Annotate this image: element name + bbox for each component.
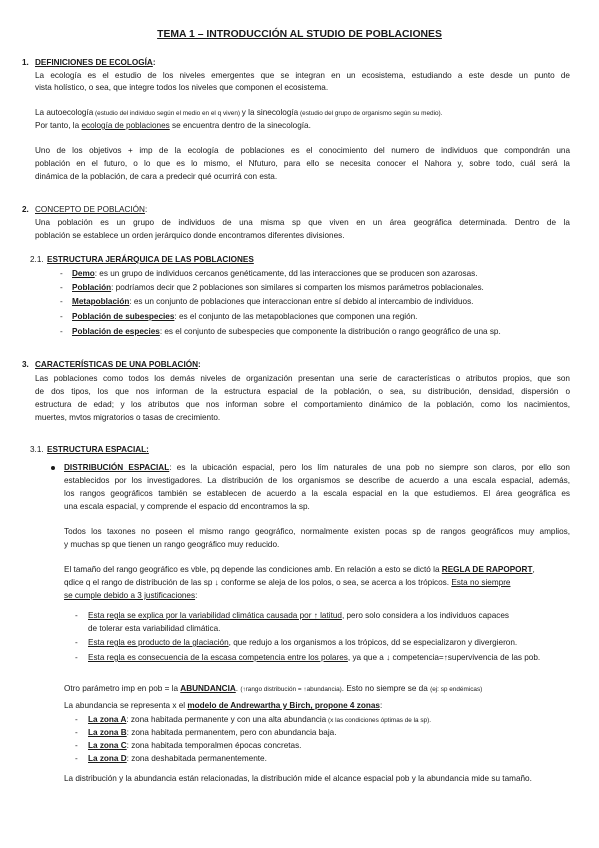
final-paragraph: La distribución y la abundancia están relacionadas, la distribución mide el alcance espacial pob y la abundancia mide su tamaño. bbox=[64, 774, 532, 783]
justification-3-underlined: Esta regla es consecuencia de la escasa competencia entre los polares bbox=[88, 653, 348, 662]
s2-paragraph-1-line-1: Una población es un grupo de individuos de una misma sp que viven en un área geográfica determinada. Dentro de la bbox=[35, 218, 570, 227]
justification-1-line-1 bbox=[88, 610, 509, 621]
model-name: modelo de Andrewartha y Birch, propone 4 zonas bbox=[187, 701, 380, 710]
list-dash: - bbox=[75, 741, 78, 750]
list-dash: - bbox=[60, 297, 63, 306]
list-dash: - bbox=[75, 638, 78, 647]
zone-term: La zona D bbox=[88, 754, 127, 763]
section-3-number: 3. bbox=[22, 360, 29, 369]
s1-autoecology-line bbox=[35, 107, 442, 119]
list-dash: - bbox=[60, 327, 63, 336]
s3-paragraph-1-line-3: estructura de edad; y los atributos que nos informan sobre el comportamiento dinámico de la población, como los nacimientos, bbox=[35, 400, 570, 409]
s2-paragraph-1-line-2: población se establece un orden jerárquico donde encontramos diferentes divisiones. bbox=[35, 231, 345, 240]
taxa-line-2: y muchas sp que tienen un rango geográfico muy reducido. bbox=[64, 540, 280, 549]
hierarchy-term: Metapoblación bbox=[72, 297, 130, 306]
size-line-1-text: El tamaño del rango geográfico es vble, pq depende las condiciones amb. En relación a esto se dictó la bbox=[64, 565, 442, 574]
hierarchy-term: Demo bbox=[72, 269, 95, 278]
s1-p3-start: Por tanto, la bbox=[35, 121, 82, 130]
hierarchy-term: Población de subespecies bbox=[72, 312, 175, 321]
section-1-heading bbox=[35, 57, 156, 68]
hierarchy-term: Población de especies bbox=[72, 327, 160, 336]
distribution-line-1 bbox=[64, 462, 570, 473]
distribution-line-3: los rangos geográficos también se establecen de acuerdo a la escala espacial en la que estudiemos. El área geográfica es bbox=[64, 489, 570, 498]
hierarchy-definition: : es el conjunto de subespecies que componente la distribución o rango geográfico de una sp. bbox=[159, 327, 501, 336]
zone-term: La zona B bbox=[88, 728, 127, 737]
zone-text: : zona habitada permanente y con una alta abundancia bbox=[126, 715, 327, 724]
justification-2-text: , que redujo a los organismos a los trópicos, dd se especializaron y divergieron. bbox=[228, 638, 518, 647]
section-2-heading bbox=[35, 204, 147, 215]
hierarchy-item-metapoblacion bbox=[72, 296, 473, 307]
s3-paragraph-1-line-1: Las poblaciones como todos los demás niveles de organización presentan una serie de características o atributos propios, que son bbox=[35, 374, 570, 383]
zone-text: : zona habitada permanentem, pero con abundancia baja. bbox=[126, 728, 337, 737]
list-dash: - bbox=[60, 269, 63, 278]
size-line-1 bbox=[64, 564, 535, 575]
s1-paragraph-3 bbox=[35, 120, 311, 131]
rapoport-rule: REGLA DE RAPOPORT bbox=[441, 565, 533, 574]
s3-paragraph-1-line-2: de dos tipos, los que nos informan de la estructura espacial de la población, o sea, su distribución, densidad, dispersión o bbox=[35, 387, 570, 396]
abundance-period: . bbox=[235, 684, 241, 693]
zone-term: La zona C bbox=[88, 741, 127, 750]
sinecologia-term: la sinecología bbox=[248, 108, 299, 117]
justification-2 bbox=[88, 637, 517, 648]
section-1-heading-text: DEFINICIONES DE ECOLOGÍA bbox=[35, 58, 153, 67]
justification-1-line-2: de tolerar esta variabilidad climática. bbox=[88, 624, 221, 633]
section-2-1-number: 2.1. bbox=[30, 255, 44, 264]
autoecologia-term: La autoecología bbox=[35, 108, 94, 117]
section-3-heading-text: CARACTERÍSTICAS DE UNA POBLACIÓN bbox=[35, 360, 198, 369]
s1-paragraph-4-line-1: Uno de los objetivos + imp de la ecología de poblaciones es el conocimiento del numero de individuos que compondrán una bbox=[35, 146, 570, 155]
abundance-text-start: Otro parámetro imp en pob = la bbox=[64, 684, 181, 693]
section-2-1-heading: ESTRUCTURA JERÁRQUICA DE LAS POBLACIONES bbox=[47, 255, 254, 264]
hierarchy-definition: : es un conjunto de poblaciones que interaccionan entre sí debido al intercambio de individuos. bbox=[129, 297, 474, 306]
justification-1-underlined: Esta regla se explica por la variabilidad climática causada por ↑ latitud bbox=[88, 611, 342, 620]
taxa-line-1: Todos los taxones no poseen el mismo rango geográfico, normalmente existen pocas sp de rangos geográficos muy amplios, bbox=[64, 527, 570, 536]
s1-paragraph-1-line-1: La ecología es el estudio de los niveles emergentes que se integran en un ecosistema, estudiando a este desde un punto de bbox=[35, 71, 570, 80]
zone-d bbox=[88, 753, 267, 764]
model-text-start: La abundancia se representa x el bbox=[64, 701, 188, 710]
bullet-icon bbox=[51, 466, 55, 470]
hierarchy-term: Población bbox=[72, 283, 112, 292]
size-line-2 bbox=[64, 577, 510, 588]
hierarchy-item-subespecies bbox=[72, 311, 417, 322]
section-1-heading-colon: : bbox=[152, 58, 156, 67]
list-dash: - bbox=[60, 283, 63, 292]
s3-paragraph-1-line-4: muertes, mvtos migratorios o tasas de crecimiento. bbox=[35, 413, 221, 422]
size-line-1-comma: , bbox=[532, 565, 535, 574]
s1-p3-end: se encuentra dentro de la sinecología. bbox=[169, 121, 311, 130]
s1-p3-underlined: ecología de poblaciones bbox=[81, 121, 170, 130]
size-line-2-underlined: Esta no siempre bbox=[451, 578, 511, 587]
zone-term: La zona A bbox=[88, 715, 127, 724]
list-dash: - bbox=[75, 611, 78, 620]
sinecologia-note: (estudio del grupo de organismo según su medio). bbox=[298, 110, 443, 117]
section-3-heading-colon: : bbox=[198, 360, 201, 369]
s1-paragraph-1-line-2: vista holístico, o sea, que integre todos los niveles que componen el ecosistema. bbox=[35, 83, 329, 92]
zone-c bbox=[88, 740, 301, 751]
section-3-1-heading: ESTRUCTURA ESPACIAL: bbox=[47, 445, 149, 454]
section-3-1-number: 3.1. bbox=[30, 445, 44, 454]
abundance-note: (↑rango distribución = ↑abundancia) bbox=[240, 686, 342, 693]
hierarchy-definition: : podríamos decir que 2 poblaciones son similares si comparten los mismos parámetros poblacionales. bbox=[111, 283, 484, 292]
hierarchy-item-demo bbox=[72, 268, 478, 279]
list-dash: - bbox=[60, 312, 63, 321]
size-line-3 bbox=[64, 590, 197, 601]
zone-a bbox=[88, 714, 431, 726]
hierarchy-item-especies bbox=[72, 326, 501, 337]
hierarchy-definition: : es el conjunto de las metapoblaciones que componen una región. bbox=[174, 312, 418, 321]
justification-3 bbox=[88, 652, 540, 663]
abundance-text-end: . Esto no siempre se da bbox=[341, 684, 431, 693]
hierarchy-item-poblacion bbox=[72, 282, 484, 293]
s1-paragraph-4-line-3: dinámica de la población, de cara a predecir qué ocurrirá con esta. bbox=[35, 172, 278, 181]
document-title: TEMA 1 – INTRODUCCIÓN AL STUDIO DE POBLACIONES bbox=[157, 29, 442, 40]
section-3-heading bbox=[35, 359, 201, 370]
distribution-line-4: una escala espacial, y comprende el espacio dd encontramos la sp. bbox=[64, 502, 310, 511]
hierarchy-definition: : es un grupo de individuos cercanos genéticamente, dd las interacciones que se producen son azarosas. bbox=[94, 269, 478, 278]
conjunction-y: y bbox=[241, 108, 249, 117]
model-line bbox=[64, 700, 382, 711]
autoecologia-note: (estudio del individuo según el medio en el q viven) bbox=[93, 110, 242, 117]
distribution-line-2: establecidos por los investigadores. La distribución de los organismos se describe de acuerdo a una escala espacial, además, bbox=[64, 476, 570, 485]
justification-3-text: , ya que a ↓ competencia=↑supervivencia de las pob. bbox=[347, 653, 541, 662]
size-line-3-colon: : bbox=[195, 591, 198, 600]
section-2-number: 2. bbox=[22, 205, 29, 214]
section-2-heading-text: CONCEPTO DE POBLACIÓN bbox=[35, 205, 145, 214]
s1-paragraph-4-line-2: población en el futuro, o lo que es lo mismo, el Nfuturo, para ello se necesita conocer el Nahora y, sobre todo, cuál será la bbox=[35, 159, 570, 168]
zone-note: (x las condiciones óptimas de la sp). bbox=[326, 717, 432, 724]
abundance-line bbox=[64, 683, 482, 695]
size-line-3-underlined: se cumple debido a 3 justificaciones bbox=[64, 591, 196, 600]
size-line-2-text: qdice q el rango de distribución de las sp ↓ conforme se aleja de los polos, o sea, se acerca a los trópicos. bbox=[64, 578, 452, 587]
zone-text: : zona habitada temporalmen épocas concretas. bbox=[126, 741, 302, 750]
abundance-term: ABUNDANCIA bbox=[180, 684, 236, 693]
list-dash: - bbox=[75, 728, 78, 737]
zone-text: : zona deshabitada permanentemente. bbox=[126, 754, 267, 763]
list-dash: - bbox=[75, 653, 78, 662]
justification-2-underlined: Esta regla es producto de la glaciación bbox=[88, 638, 229, 647]
distribution-line-1-text: : es la ubicación espacial, pero los lím naturales de una pob no siempre son claros, por ello son bbox=[169, 463, 570, 472]
section-1-number: 1. bbox=[22, 58, 29, 67]
justification-1-text: , pero solo considera a los individuos capaces bbox=[341, 611, 509, 620]
list-dash: - bbox=[75, 754, 78, 763]
list-dash: - bbox=[75, 715, 78, 724]
model-colon: : bbox=[379, 701, 383, 710]
section-2-heading-colon: : bbox=[144, 205, 148, 214]
abundance-example-note: (ej: sp endémicas) bbox=[430, 686, 483, 693]
zone-b bbox=[88, 727, 337, 738]
distribution-term: DISTRIBUCIÓN ESPACIAL bbox=[64, 463, 170, 472]
